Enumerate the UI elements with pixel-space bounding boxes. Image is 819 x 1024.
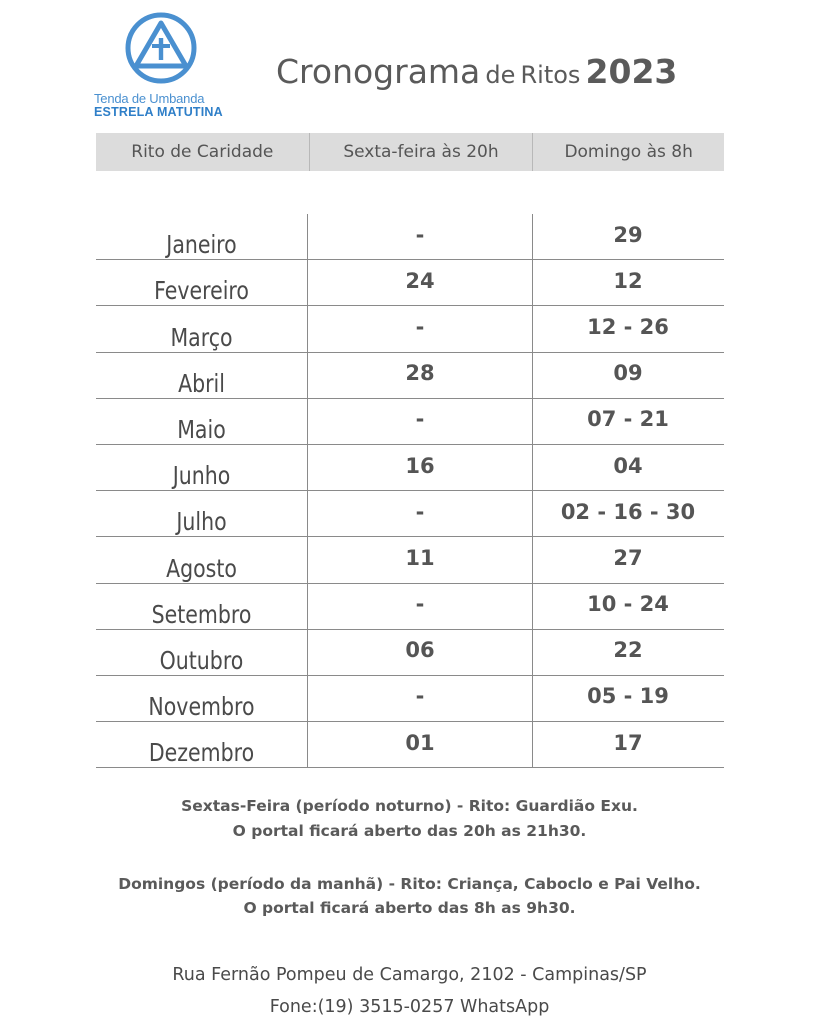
friday-cell: - xyxy=(307,214,532,259)
friday-cell: 11 xyxy=(307,537,532,582)
header-sexta-feira: Sexta-feira às 20h xyxy=(309,133,533,171)
sunday-note-line-2: O portal ficará aberto das 8h as 9h30. xyxy=(243,899,576,917)
table-row xyxy=(96,722,724,768)
month-cell: Outubro xyxy=(159,645,244,675)
table-row xyxy=(96,584,724,630)
table-row xyxy=(96,306,724,352)
sunday-cell: 02 - 16 - 30 xyxy=(532,491,723,536)
friday-cell: - xyxy=(307,491,532,536)
table-row xyxy=(96,537,724,583)
month-cell: Novembro xyxy=(148,692,255,722)
table-row xyxy=(96,353,724,399)
friday-cell: - xyxy=(307,399,532,444)
month-cell: Abril xyxy=(178,368,225,398)
title-part-3: Ritos xyxy=(520,61,581,89)
friday-note-line-1: Sextas-Feira (período noturno) - Rito: Guardião Exu. xyxy=(181,797,638,815)
circle-triangle-cross-icon xyxy=(125,12,197,84)
friday-cell: - xyxy=(307,676,532,721)
header-domingo: Domingo às 8h xyxy=(532,133,724,171)
table-row xyxy=(96,445,724,491)
sunday-cell: 22 xyxy=(532,630,723,675)
schedule-table xyxy=(96,214,724,768)
sunday-cell: 27 xyxy=(532,537,723,582)
logo xyxy=(94,12,234,119)
friday-cell: 16 xyxy=(307,445,532,490)
friday-cell: - xyxy=(307,584,532,629)
friday-cell: 06 xyxy=(307,630,532,675)
sunday-cell: 07 - 21 xyxy=(532,399,723,444)
month-cell: Fevereiro xyxy=(154,276,249,306)
sunday-cell: 12 xyxy=(532,260,723,305)
sunday-cell: 04 xyxy=(532,445,723,490)
sunday-cell: 12 - 26 xyxy=(532,306,723,351)
title-part-2: de xyxy=(485,61,516,89)
month-cell: Julho xyxy=(176,507,227,537)
month-cell: Agosto xyxy=(166,553,237,583)
logo-name-text: ESTRELA MATUTINA xyxy=(94,105,223,119)
table-row xyxy=(96,214,724,260)
table-row xyxy=(96,491,724,537)
sunday-cell: 10 - 24 xyxy=(532,584,723,629)
month-cell: Janeiro xyxy=(166,230,237,260)
friday-note-line-2: O portal ficará aberto das 20h as 21h30. xyxy=(232,822,587,840)
table-row xyxy=(96,676,724,722)
title-part-1: Cronograma xyxy=(276,52,481,91)
sunday-cell: 05 - 19 xyxy=(532,676,723,721)
header-rito-de-caridade: Rito de Caridade xyxy=(131,142,274,162)
table-header xyxy=(96,133,724,171)
title-year: 2023 xyxy=(585,52,678,91)
month-cell: Setembro xyxy=(151,599,252,629)
month-cell: Dezembro xyxy=(148,738,255,768)
month-cell: Junho xyxy=(172,461,231,491)
logo-org-text: Tenda de Umbanda xyxy=(94,91,205,106)
table-row xyxy=(96,399,724,445)
friday-cell: 01 xyxy=(307,722,532,767)
sunday-cell: 17 xyxy=(532,722,723,767)
month-cell: Maio xyxy=(177,414,226,444)
friday-cell: 24 xyxy=(307,260,532,305)
sunday-cell: 09 xyxy=(532,353,723,398)
friday-cell: 28 xyxy=(307,353,532,398)
page-title xyxy=(276,52,677,91)
month-cell: Março xyxy=(170,322,233,352)
sunday-note-line-1: Domingos (período da manhã) - Rito: Criança, Caboclo e Pai Velho. xyxy=(118,875,701,893)
friday-cell: - xyxy=(307,306,532,351)
table-row xyxy=(96,630,724,676)
footer-address: Rua Fernão Pompeu de Camargo, 2102 - Campinas/SP xyxy=(172,965,647,985)
sunday-cell: 29 xyxy=(532,214,723,259)
footer-phone: Fone:(19) 3515-0257 WhatsApp xyxy=(269,997,550,1017)
table-row xyxy=(96,260,724,306)
